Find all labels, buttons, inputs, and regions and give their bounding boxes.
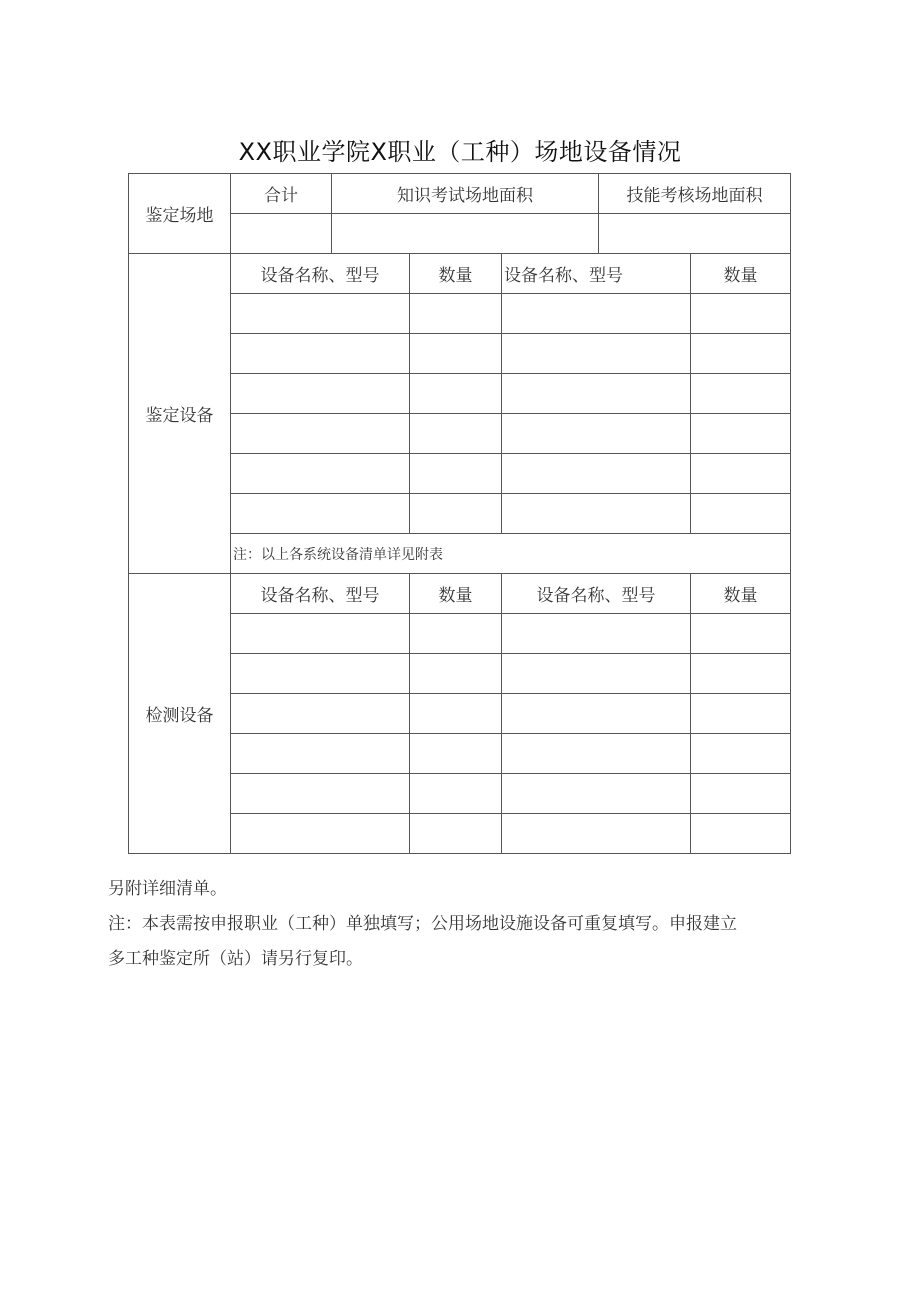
appraisal-name-cell[interactable]: [231, 494, 410, 534]
instruction-note-line-2: 多工种鉴定所（站）请另行复印。: [108, 949, 363, 969]
appraisal-name-cell[interactable]: [231, 414, 410, 454]
appraisal-name-cell[interactable]: [502, 414, 691, 454]
testing-name-cell[interactable]: [502, 814, 691, 854]
testing-name-cell[interactable]: [502, 774, 691, 814]
appraisal-name-cell[interactable]: [231, 374, 410, 414]
appraisal-name-cell[interactable]: [502, 294, 691, 334]
testing-qty-cell[interactable]: [691, 694, 791, 734]
total-label: 合计: [231, 174, 332, 214]
testing-qty-cell[interactable]: [691, 654, 791, 694]
testing-qty-cell[interactable]: [410, 734, 502, 774]
appraisal-qty-cell[interactable]: [410, 414, 502, 454]
appraisal-name-cell[interactable]: [502, 494, 691, 534]
footer-notes: [108, 872, 808, 977]
testing-col-qty-2: 数量: [691, 574, 791, 614]
testing-qty-cell[interactable]: [691, 774, 791, 814]
appraisal-qty-cell[interactable]: [691, 374, 791, 414]
appraisal-note: 注：以上各系统设备清单详见附表: [231, 534, 791, 574]
appraisal-name-cell[interactable]: [231, 294, 410, 334]
appraisal-name-cell[interactable]: [502, 374, 691, 414]
testing-name-cell[interactable]: [231, 774, 410, 814]
site-header-row: [129, 174, 791, 214]
appraisal-qty-cell[interactable]: [691, 414, 791, 454]
testing-name-cell[interactable]: [502, 614, 691, 654]
appraisal-col-name-1: 设备名称、型号: [231, 254, 410, 294]
appraisal-col-qty-1: 数量: [410, 254, 502, 294]
appraisal-col-name-2: 设备名称、型号: [502, 254, 691, 294]
appraisal-qty-cell[interactable]: [691, 294, 791, 334]
page-title: XX职业学院X职业（工种）场地设备情况: [238, 138, 682, 166]
appraisal-qty-cell[interactable]: [691, 454, 791, 494]
testing-name-cell[interactable]: [231, 694, 410, 734]
testing-qty-cell[interactable]: [410, 694, 502, 734]
testing-col-name-1: 设备名称、型号: [231, 574, 410, 614]
testing-name-cell[interactable]: [502, 734, 691, 774]
appraisal-qty-cell[interactable]: [410, 294, 502, 334]
equipment-form-table: [128, 173, 791, 854]
appraisal-name-cell[interactable]: [231, 454, 410, 494]
appraisal-header-row: [129, 254, 791, 294]
testing-name-cell[interactable]: [231, 814, 410, 854]
appraisal-qty-cell[interactable]: [691, 494, 791, 534]
appraisal-qty-cell[interactable]: [410, 334, 502, 374]
testing-qty-cell[interactable]: [691, 814, 791, 854]
site-label: 鉴定场地: [129, 174, 231, 254]
testing-qty-cell[interactable]: [410, 614, 502, 654]
skill-area-label: 技能考核场地面积: [599, 174, 791, 214]
testing-header-row: [129, 574, 791, 614]
knowledge-area-value-cell[interactable]: [332, 214, 599, 254]
testing-qty-cell[interactable]: [410, 814, 502, 854]
testing-name-cell[interactable]: [231, 614, 410, 654]
appraisal-qty-cell[interactable]: [691, 334, 791, 374]
attachment-note: 另附详细清单。: [108, 879, 227, 899]
total-value-cell[interactable]: [231, 214, 332, 254]
testing-col-name-2: 设备名称、型号: [502, 574, 691, 614]
testing-qty-cell[interactable]: [691, 734, 791, 774]
appraisal-name-cell[interactable]: [502, 334, 691, 374]
appraisal-qty-cell[interactable]: [410, 454, 502, 494]
instruction-note-line-1: 注：本表需按申报职业（工种）单独填写；公用场地设施设备可重复填写。申报建立: [108, 914, 737, 934]
knowledge-area-label: 知识考试场地面积: [332, 174, 599, 214]
appraisal-name-cell[interactable]: [502, 454, 691, 494]
skill-area-value-cell[interactable]: [599, 214, 791, 254]
testing-name-cell[interactable]: [502, 654, 691, 694]
testing-col-qty-1: 数量: [410, 574, 502, 614]
testing-qty-cell[interactable]: [410, 654, 502, 694]
testing-qty-cell[interactable]: [410, 774, 502, 814]
appraisal-qty-cell[interactable]: [410, 374, 502, 414]
appraisal-qty-cell[interactable]: [410, 494, 502, 534]
testing-name-cell[interactable]: [502, 694, 691, 734]
appraisal-name-cell[interactable]: [231, 334, 410, 374]
testing-name-cell[interactable]: [231, 734, 410, 774]
testing-qty-cell[interactable]: [691, 614, 791, 654]
testing-name-cell[interactable]: [231, 654, 410, 694]
testing-equipment-label: 检测设备: [129, 574, 231, 854]
appraisal-col-qty-2: 数量: [691, 254, 791, 294]
appraisal-equipment-label: 鉴定设备: [129, 254, 231, 574]
